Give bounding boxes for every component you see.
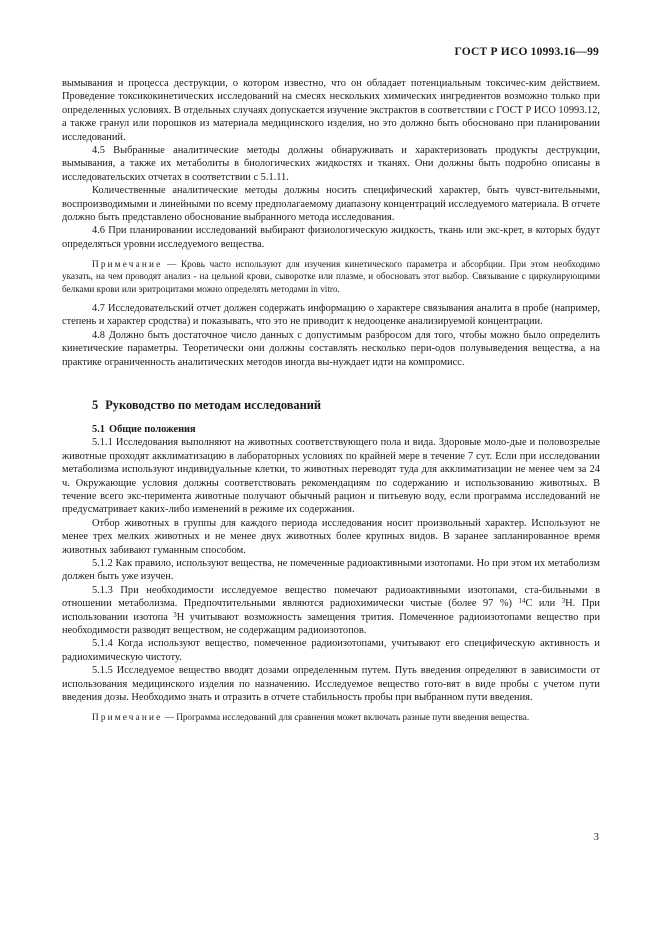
superscript: 3 [173,610,177,619]
paragraph-4-8: 4.8 Должно быть достаточное число данных с допустимым разбросом для того, чтобы можно было определить кинетические параметры. Теоретически они должны составлять несколько пери-одов полувыведения вещества, а на практике ограниченность аналитических методов иногда вы-нуждает идти на компромисс. [62,329,600,368]
subsection-number: 5.1 [92,423,105,435]
section-title: Руководство по методам исследований [105,397,322,412]
page-body [62,77,600,724]
paragraph-4-5: 4.5 Выбранные аналитические методы должны обнаруживать и характеризовать продукты деструкции, вымывания, а также их метаболиты в биологических жидкостях и тканях. Они должны быть подробно описаны в исследовательских отчетах в соответствии с 5.1.11. [62,145,600,183]
text-run: Н. При использовании изотопа [62,598,600,623]
note-text: — Кровь часто используют для изучения кинетического параметра и абсорбции. При этом необходимо указать, на чем проводят анализ - на цельной крови, сыворотке или плазме, и обосновать этот выбор. Связывание с циркулирующими белками крови или эритроцитами можно определять методами in vitro. [62,259,600,294]
subsection-title: Общие положения [109,423,196,435]
section-5-heading [62,397,600,413]
paragraph-4-7: 4.7 Исследовательский отчет должен содержать информацию о характере связывания аналита в пробе (например, степень и характер сродства) и показывать, что это не приводит к недооценке анализируемой концентрации. [62,302,600,328]
note-blood [62,258,600,295]
text-run: 5.1.3 При необходимости исследуемое вещество помечают радиоактивными изотопами, ста-бильными в отношении метаболизма. Предпочтительными являются радиохимически чистые (более 97 %) [62,584,600,610]
paragraph-5-1-3 [62,584,600,638]
paragraph-quantitative-methods: Количественные аналитические методы должны носить специфический характер, быть чувст-вительными, воспроизводимыми и линейными по всему предполагаемому диапазону концентраций исследуемого материала. В отчете должно быть представлено обоснование выбранного метода исследования. [62,185,600,224]
paragraph-5-1-1: 5.1.1 Исследования выполняют на животных соответствующего пола и вида. Здоровые моло-дые и половозрелые животные проходят акклиматизацию в лабораторных условиях по крайней мере в течение 7 сут. Если при исследовании метаболизма используют индивидуальные клетки, то животных переводят туда для акклиматизации не менее чем за 24 ч. Окружающие условия должны соответствовать рекомендациям по содержанию и использованию животных. В течение всего экс-перимента животные получают обычный рацион и питьевую воду, если программа исследований не предусматривает каких-либо изменений в режиме их содержания. [62,437,600,516]
subsection-5-1-heading [62,423,600,436]
section-number: 5 [92,397,99,412]
note-label: Примечание [92,712,163,723]
note-administration [62,711,600,723]
note-text: — Программа исследований для сравнения может включать разные пути введения вещества. [162,712,530,723]
page-number: 3 [593,832,599,843]
paragraph-animal-selection: Отбор животных в группы для каждого периода исследования носит произвольный характер. Используют не менее трех мелких животных и не менее двух животных более крупных видов. В заранее запланированное время животных забивают гуманным способом. [62,517,600,556]
paragraph-continuation: вымывания и процесса деструкции, о котором известно, что он обладает потенциальным токсичес-ким действием. Проведение токсикокинетических исследований на смесях нескольких химических ингредиентов возможно только при определенных условиях. В отдельных случаях допускается изучение экстрактов в соответствии с ГОСТ Р ИСО 10993.12, а также гранул или порошков из материала медицинского изделия, но это должно быть обосновано при планировании исследований. [62,78,600,143]
standard-header: ГОСТ Р ИСО 10993.16—99 [454,46,599,58]
text-run: С или [525,598,562,610]
paragraph-5-1-4: 5.1.4 Когда используют вещество, помеченное радиоизотопами, учитывают его специфическую активность и радиохимическую чистоту. [62,638,600,663]
paragraph-5-1-2: 5.1.2 Как правило, используют вещества, не помеченные радиоактивными изотопами. Но при этом их метаболизм должен быть уже изучен. [62,557,600,583]
paragraph-4-6: 4.6 При планировании исследований выбирают физиологическую жидкость, ткань или экс-крет, в которых будут определяться уровни исследуемого вещества. [62,225,600,250]
superscript: 3 [561,597,566,606]
paragraph-5-1-5: 5.1.5 Исследуемое вещество вводят дозами определенным путем. Путь введения определяют в зависимости от использования медицинского изделия по назначению. Исследуемое вещество гото-вят в виде пробы с учетом пути введения дозы. Необходимо знать и отразить в отчете стабильность пробы при выбранном пути введения. [62,665,600,704]
superscript: 14 [518,597,526,606]
note-label: Примечание [92,259,163,270]
text-run: Н учитывают возможность замещения трития. Помеченное радиоизотопами вещество при необходимости разводят веществом, не содержащим радиоизотопов. [62,611,601,637]
